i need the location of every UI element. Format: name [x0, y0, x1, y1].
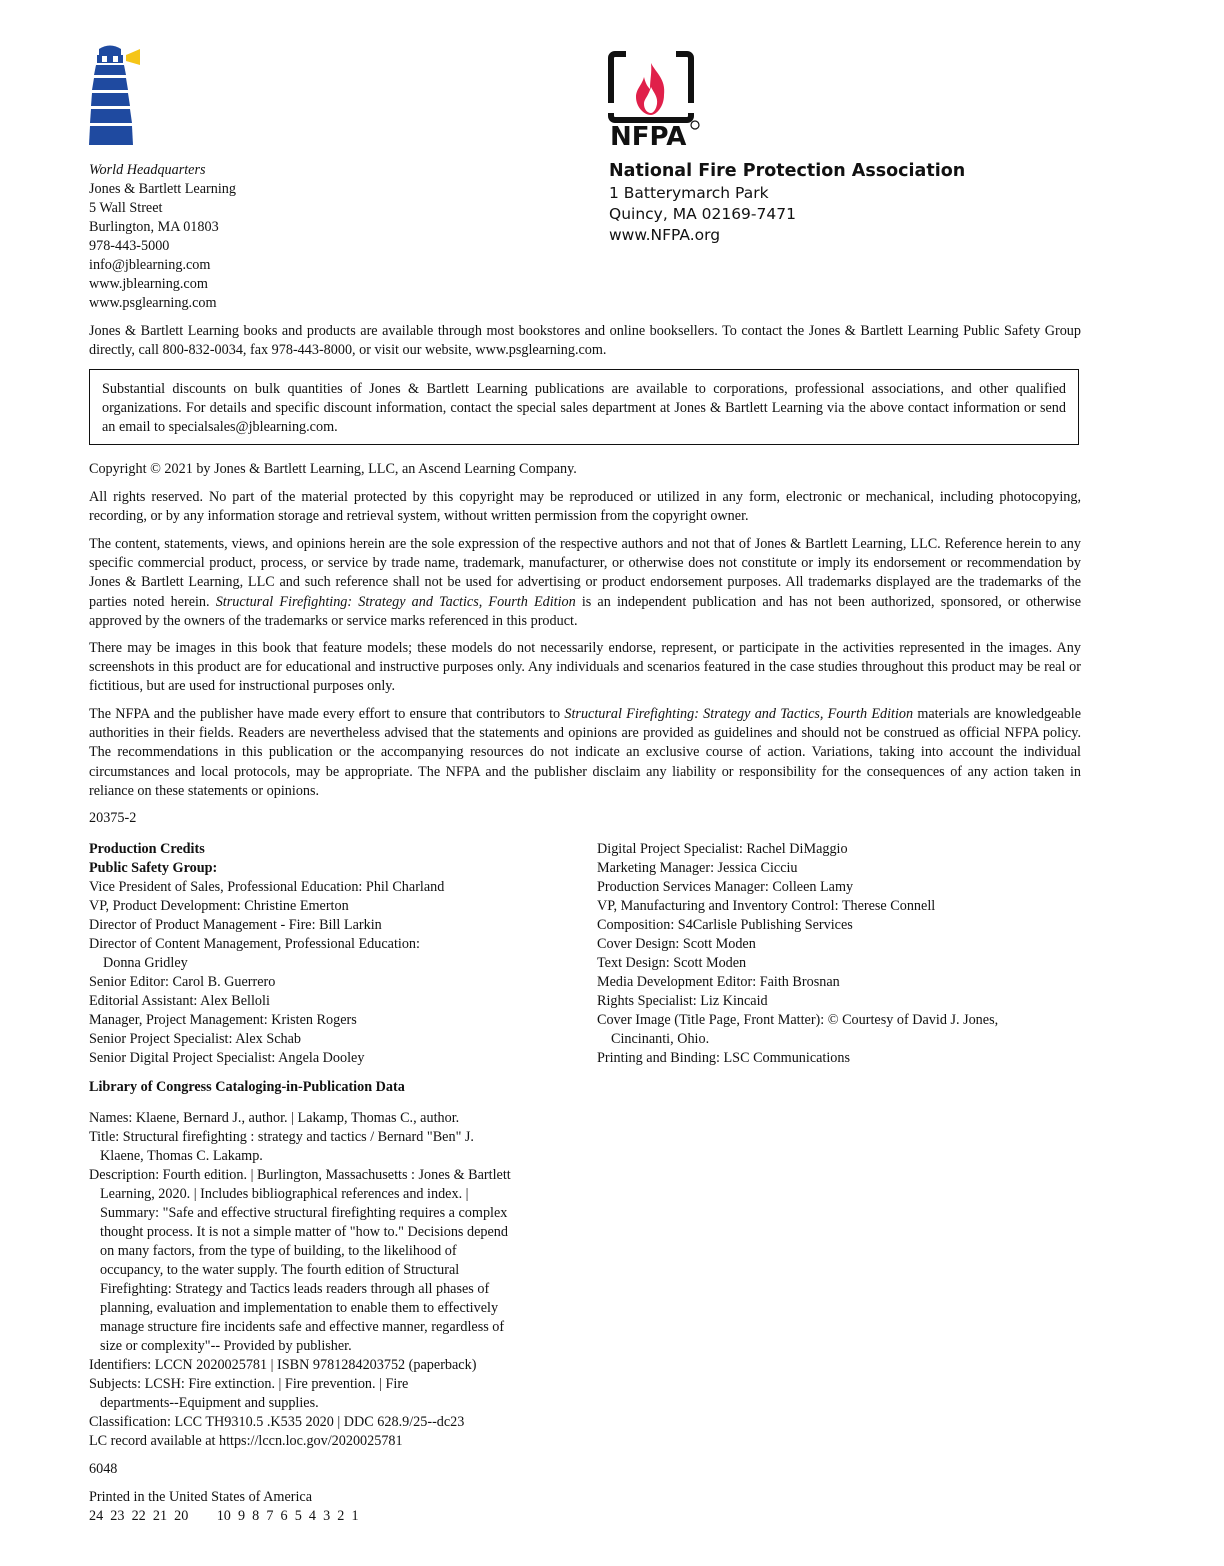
credits-right-column: [597, 840, 998, 1068]
cip-line: departments--Equipment and supplies.: [100, 1395, 319, 1411]
cip-block: [89, 1109, 511, 1451]
nfpa-address: [609, 159, 965, 246]
copyright-line: Copyright © 2021 by Jones & Bartlett Learning, LLC, an Ascend Learning Company.: [89, 461, 577, 477]
cip-line: Identifiers: LCCN 2020025781 | ISBN 9781284203752 (paperback): [89, 1357, 477, 1373]
book-title: Structural Firefighting: Strategy and Tactics, Fourth Edition: [564, 706, 914, 722]
credit-line: Senior Editor: Carol B. Guerrero: [89, 974, 276, 990]
hq-label: World Headquarters: [89, 162, 206, 178]
nfpa-disclaimer-part1: The NFPA and the publisher have made every effort to ensure that contributors to: [89, 706, 565, 722]
credit-line: Cincinanti, Ohio.: [611, 1031, 710, 1047]
credit-line: VP, Manufacturing and Inventory Control: Therese Connell: [597, 898, 936, 914]
cip-line: manage structure fire incidents safe and effective manner, regardless of: [100, 1319, 505, 1335]
discount-notice-text: Substantial discounts on bulk quantities of Jones & Bartlett Learning publications are available to corporations, professional associations, and other qualified organizations. For details and specific discount information, contact the special sales department at Jones & Bartlett Learning via the above contact information or send an email to specialsales@jblearning.com.: [102, 381, 1066, 435]
credit-line: Rights Specialist: Liz Kincaid: [597, 993, 768, 1009]
publisher-name: Jones & Bartlett Learning: [89, 181, 236, 197]
cip-line: Names: Klaene, Bernard J., author. | Lakamp, Thomas C., author.: [89, 1110, 460, 1126]
cip-line: thought process. It is not a simple matter of "how to." Decisions depend: [100, 1224, 508, 1240]
credit-line: Donna Gridley: [103, 955, 188, 971]
credit-line: Cover Design: Scott Moden: [597, 936, 756, 952]
credit-line: VP, Product Development: Christine Emerton: [89, 898, 349, 914]
nfpa-name: National Fire Protection Association: [609, 161, 966, 181]
cip-line: Learning, 2020. | Includes bibliographical references and index. |: [100, 1186, 469, 1202]
credit-line: Director of Product Management - Fire: Bill Larkin: [89, 917, 382, 933]
printed-in: Printed in the United States of America: [89, 1489, 313, 1505]
nfpa-disclaimer-part2: materials are knowledgeable authorities in their fields. Readers are nevertheless advised that the statements and opinions are provided as guidelines and should not be construed as official NFPA policy. The recommendations in this publication or the accompanying resources do not indicate an exclusive course of action. Variations, taking into account the individual circumstances and local protocols, may be appropriate. The NFPA and the publisher disclaim any liability or responsibility for the consequences of any action taken in reliance on these statements or opinions.: [89, 706, 1082, 799]
cip-line: size or complexity"-- Provided by publisher.: [100, 1338, 352, 1354]
nfpa-city: Quincy, MA 02169-7471: [609, 205, 796, 223]
cip-line: planning, evaluation and implementation to enable them to effectively: [100, 1300, 499, 1316]
rights-text: All rights reserved. No part of the material protected by this copyright may be reproduced or utilized in any form, electronic or mechanical, including photocopying, recording, or by any information storage and retrieval system, without written permission from the copyright owner.: [89, 489, 1081, 525]
content-disclaimer-part1: The content, statements, views, and opinions herein are the sole expression of the respective authors and not that of Jones & Bartlett Learning, LLC. Reference herein to any specific commercial product, process, or service by trade name, trademark, manufacturer, or otherwise does not constitute or imply its endorsement or recommendation by Jones & Bartlett Learning, LLC and such reference shall not be used for advertising or product endorsement purposes. All trademarks displayed are the trademarks of the parties noted herein.: [89, 536, 1081, 610]
credit-line: Manager, Project Management: Kristen Rogers: [89, 1012, 357, 1028]
nfpa-flame-logo: [608, 51, 702, 149]
publisher-address: [89, 161, 236, 313]
nfpa-logo-text: NFPA: [610, 122, 687, 149]
cip-line: Title: Structural firefighting : strategy and tactics / Bernard "Ben" J.: [89, 1129, 474, 1145]
nfpa-disclaimer: [89, 705, 1081, 801]
credit-line: Media Development Editor: Faith Brosnan: [597, 974, 840, 990]
cip-line: Klaene, Thomas C. Lakamp.: [100, 1148, 263, 1164]
discount-notice: [89, 369, 1079, 445]
cip-line: Classification: LCC TH9310.5 .K535 2020 | DDC 628.9/25--dc23: [89, 1414, 465, 1430]
credit-line: Cover Image (Title Page, Front Matter): © Courtesy of David J. Jones,: [597, 1012, 999, 1028]
code-number-2: 6048: [89, 1461, 118, 1477]
credit-line: Composition: S4Carlisle Publishing Services: [597, 917, 853, 933]
lighthouse-logo: [88, 45, 144, 149]
printing-line: 24 23 22 21 20 10 9 8 7 6 5 4 3 2 1: [89, 1508, 359, 1524]
content-disclaimer: [89, 535, 1081, 631]
credit-line: Vice President of Sales, Professional Education: Phil Charland: [89, 879, 445, 895]
cip-line: Summary: "Safe and effective structural firefighting requires a complex: [100, 1205, 508, 1221]
credits-left-column: [89, 840, 444, 1068]
lccn-link[interactable]: LC record available at https://lccn.loc.gov/2020025781: [89, 1433, 403, 1449]
content-disclaimer-part2: is an independent publication and has not been authorized, sponsored, or otherwise approved by the owners of the trademarks or service marks referenced in this product.: [89, 593, 1081, 629]
nfpa-street: 1 Batterymarch Park: [609, 184, 769, 202]
publisher-phone: 978-443-5000: [89, 238, 170, 254]
cip-line: on many factors, from the type of building, to the likelihood of: [100, 1243, 457, 1259]
availability-text: Jones & Bartlett Learning books and products are available through most bookstores and online booksellers. To contact the Jones & Bartlett Learning Public Safety Group directly, call 800-832-0034, fax 978-443-8000, or visit our website, www.psglearning.com.: [89, 323, 1081, 359]
nfpa-web-link[interactable]: www.NFPA.org: [609, 226, 721, 244]
credits-heading: Production Credits: [89, 841, 205, 857]
credit-line: Text Design: Scott Moden: [597, 955, 747, 971]
credit-line: Marketing Manager: Jessica Cicciu: [597, 860, 798, 876]
cip-line: Description: Fourth edition. | Burlington, Massachusetts : Jones & Bartlett: [89, 1167, 511, 1183]
cip-heading: Library of Congress Cataloging-in-Publication Data: [89, 1079, 405, 1095]
psg-web-link[interactable]: www.psglearning.com: [89, 295, 217, 311]
credit-line: Printing and Binding: LSC Communications: [597, 1050, 851, 1066]
publisher-city: Burlington, MA 01803: [89, 219, 219, 235]
cip-line: Firefighting: Strategy and Tactics leads readers through all phases of: [100, 1281, 490, 1297]
credit-line: Senior Project Specialist: Alex Schab: [89, 1031, 301, 1047]
publisher-street: 5 Wall Street: [89, 200, 163, 216]
credit-line: Digital Project Specialist: Rachel DiMaggio: [597, 841, 848, 857]
publisher-web-link[interactable]: www.jblearning.com: [89, 276, 208, 292]
credit-line: Editorial Assistant: Alex Belloli: [89, 993, 270, 1009]
publisher-email[interactable]: info@jblearning.com: [89, 257, 211, 273]
credit-line: Director of Content Management, Professional Education:: [89, 936, 420, 952]
images-disclaimer: There may be images in this book that feature models; these models do not necessarily endorse, represent, or participate in the activities represented in the images. Any screenshots in this product are for educational and instructive purposes only. Any individuals and scenarios featured in the case studies throughout this product may be real or fictitious, but are used for instructional purposes only.: [89, 640, 1081, 695]
credits-group: Public Safety Group:: [89, 860, 218, 876]
book-title: Structural Firefighting: Strategy and Tactics, Fourth Edition: [215, 593, 576, 610]
cip-line: Subjects: LCSH: Fire extinction. | Fire prevention. | Fire: [89, 1376, 409, 1392]
code-number: 20375-2: [89, 810, 137, 826]
cip-line: occupancy, to the water supply. The fourth edition of Structural: [100, 1262, 460, 1278]
credit-line: Production Services Manager: Colleen Lamy: [597, 879, 854, 895]
credit-line: Senior Digital Project Specialist: Angela Dooley: [89, 1050, 365, 1066]
